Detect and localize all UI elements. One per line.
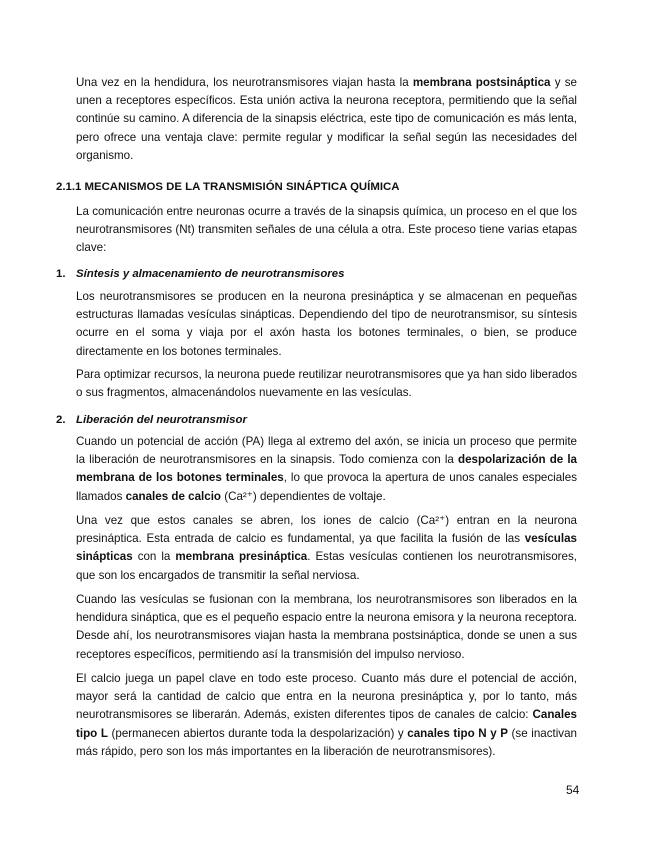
text-span: (Ca²⁺) dependientes de voltaje. (221, 489, 386, 503)
text-span: Cuando un potencial de acción (PA) llega al extremo del axón, se inicia un proceso que permite la liberación de neurotransmisores en la sinapsis. Todo comienza con la (76, 435, 577, 467)
paragraph-calcium-channels (76, 512, 577, 585)
paragraph-chemical-synapse: La comunicación entre neuronas ocurre a través de la sinapsis química, un proceso en el que los neurotransmisores (Nt) transmiten señales de una célula a otra. Este proceso tiene varias etapas clave: (76, 205, 577, 255)
text-span: (permanecen abiertos durante toda la despolarización) y (107, 726, 408, 740)
bold-term: canales de calcio (125, 489, 222, 503)
text-span: El calcio juega un papel clave en todo este proceso. Cuanto más dure el potencial de acción, mayor será la cantidad de calcio que entra en la neurona presináptica y, por lo tanto, más neurotransmisores se liberarán. Además, existen diferentes tipos de canales de calcio: (76, 672, 577, 722)
bold-term: Canales tipo L (76, 708, 577, 740)
text-span: , lo que provoca la apertura de unos canales especiales llamados (76, 471, 577, 503)
list-item-heading-2 (56, 411, 247, 429)
section-title: 2.1.1 MECANISMOS DE LA TRANSMISIÓN SINÁPTICA QUÍMICA (56, 181, 400, 193)
text-span: (se inactivan más rápido, pero son los más importantes en la liberación de neurotransmisores). (76, 726, 577, 758)
paragraph-synthesis: Los neurotransmisores se producen en la neurona presináptica y se almacenan en pequeñas estructuras llamadas vesículas sinápticas. Dependiendo del tipo de neurotransmisor, su síntesis ocurre en el soma y viaja por el axón hasta los botones terminales, o bien, se produce directamente en los botones terminales. (76, 290, 577, 358)
text-span: Una vez en la hendidura, los neurotransmisores viajan hasta la (76, 76, 413, 89)
list-item-heading-1 (56, 265, 344, 283)
text-span: y se unen a receptores específicos. Esta unión activa la neurona receptora, permitiendo que la señal continúe su camino. A diferencia de la sinapsis eléctrica, este tipo de comunicación es más lenta, pero ofrece una ventaja clave: permite regular y modificar la señal según las necesidades del organismo. (76, 76, 577, 162)
paragraph-vesicle-fusion: Cuando las vesículas se fusionan con la membrana, los neurotransmisores son liberados en la hendidura sináptica, que es el pequeño espacio entre la neurona emisora y la neurona receptora. Desde ahí, los neurotransmisores viajan hasta la membrana postsináptica, donde se unen a sus receptores específicos, permitiendo así la transmisión del impulso nervioso. (76, 593, 577, 661)
list-item-title: Liberación del neurotransmisor (76, 414, 247, 426)
bold-term: membrana presináptica (175, 550, 308, 564)
list-number: 2. (56, 414, 66, 426)
paragraph-calcium-role (76, 670, 577, 761)
paragraph-recycling: Para optimizar recursos, la neurona puede reutilizar neurotransmisores que ya han sido liberados o sus fragmentos, almacenándolos nuevamente en las vesículas. (76, 368, 577, 400)
paragraph-release (76, 433, 577, 506)
bold-term: despolarización de la membrana de los botones terminales (76, 453, 578, 485)
text-span: con la (132, 550, 176, 564)
list-number: 1. (56, 268, 66, 280)
text-span: . Estas vesículas contienen los neurotransmisores, que son los encargados de transmitir la señal nerviosa. (76, 550, 577, 582)
paragraph-synapse-intro (76, 74, 577, 165)
page-number: 54 (566, 783, 580, 797)
list-item-title: Síntesis y almacenamiento de neurotransmisores (76, 268, 345, 280)
bold-term: canales tipo N y P (407, 726, 508, 740)
text-span: Una vez que estos canales se abren, los iones de calcio (Ca²⁺) entran en la neurona presináptica. Esta entrada de calcio es fundamental, ya que facilita la fusión de las (76, 514, 577, 546)
bold-term: membrana postsináptica (412, 76, 551, 89)
bold-term: vesículas sinápticas (76, 532, 577, 564)
